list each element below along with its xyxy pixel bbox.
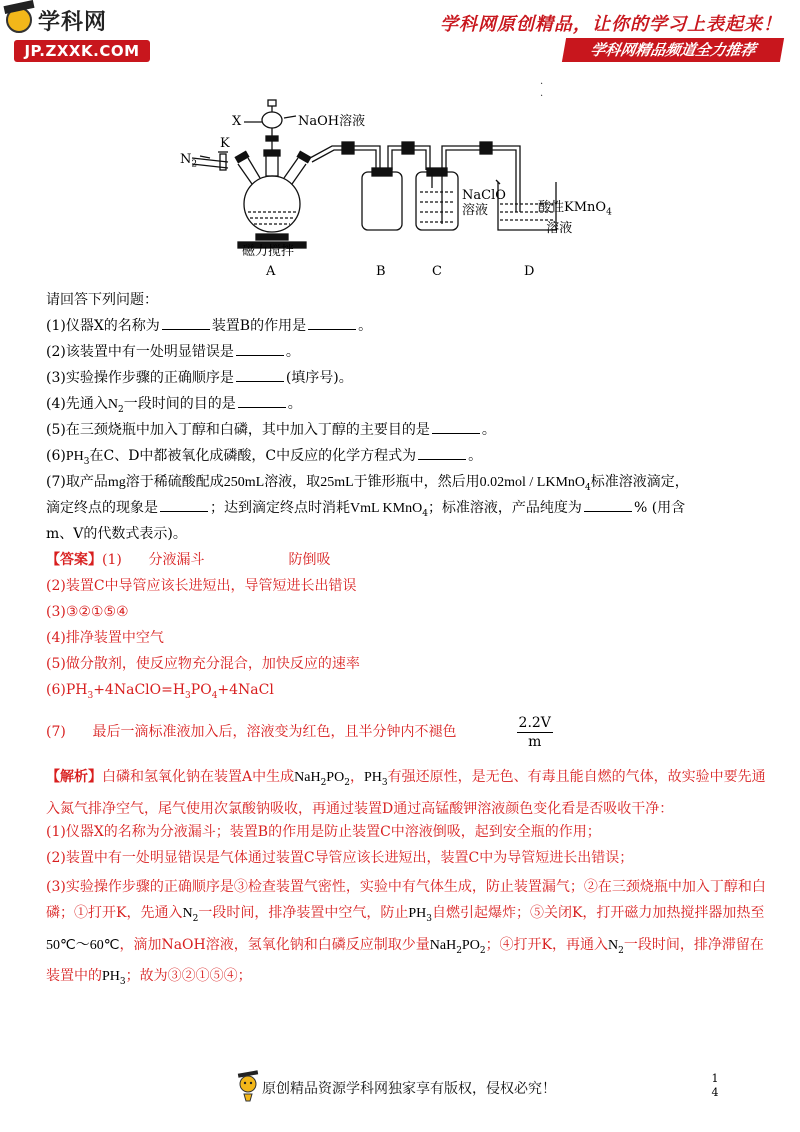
header-banner: 学科网精品频道全力推荐 <box>562 38 784 62</box>
answer-blank[interactable] <box>432 420 480 434</box>
label-n2: $N_2$ <box>180 152 198 170</box>
decorative-dots: . . <box>540 76 544 99</box>
answer-blank[interactable] <box>584 498 632 512</box>
label-c: C <box>432 264 442 279</box>
analysis-tag: 【解析】 <box>46 769 102 785</box>
mascot-icon <box>6 7 32 33</box>
analysis-line-1: (1)仪器X的名称为分液漏斗；装置B的作用是防止装置C中溶液倒吸，起到安全瓶的作用； <box>46 823 601 840</box>
answer-tag: 【答案】 <box>46 552 102 568</box>
logo-name: 学科网 <box>38 9 108 35</box>
question-4: (4)先通入$N_2$一段时间的目的是 。 <box>46 396 302 415</box>
analysis-paragraph: 【解析】白磷和氢氧化钠在装置A中生成$NaH_2PO_2$，$PH_3$有强还原性，是无色、有毒且能自燃的气体，故实验中要先通入氮气排净空气，尾气使用次氯酸钠吸收，再通过装置D通过高锰酸钾溶液颜色变化看是否吸收干净： <box>46 769 766 817</box>
answer-7: (7) 最后一滴标准液加入后，溶液变为红色，且半分钟内不褪色 $\frac{2.2V}{m}$ <box>46 714 551 750</box>
answer-blank[interactable] <box>238 394 286 408</box>
mascot-icon <box>236 1070 260 1102</box>
label-naoh: NaOH溶液 <box>298 114 366 129</box>
question-2: (2)该装置中有一处明显错误是 。 <box>46 344 300 360</box>
label-naclo: NaClO 溶液 <box>462 188 506 218</box>
question-7-line-1: (7)取产品mg溶于稀硫酸配成250mL溶液，取25mL于锥形瓶中，然后用0.02mol / LKMnO$_4$标准溶液滴定， <box>46 474 689 493</box>
answer-blank[interactable] <box>236 368 284 382</box>
header-slogan: 学科网原创精品，让你的学习上表起来！ <box>440 14 782 35</box>
question-6: $(6)PH_3$在C、D中都被氧化成磷酸，C中反应的化学方程式为 。 <box>46 448 483 467</box>
label-a: A <box>266 264 276 279</box>
main-content <box>46 290 766 995</box>
analysis-line-2: (2)装置中有一处明显错误是气体通过装置C导管应该长进短出，装置C中为导管短进长出错误； <box>46 849 634 866</box>
label-d: D <box>524 264 535 279</box>
site-url-badge[interactable]: JP.ZXXK.COM <box>14 40 150 62</box>
purity-fraction: $\frac{2.2V}{m}$ <box>518 714 551 750</box>
question-5: (5)在三颈烧瓶中加入丁醇和白磷，其中加入丁醇的主要目的是 。 <box>46 422 496 438</box>
question-7-line-3: m、V的代数式表示)。 <box>46 526 187 542</box>
answer-blank[interactable] <box>162 316 210 330</box>
page-footer <box>0 1070 800 1120</box>
answer-5: (5)做分散剂，使反应物充分混合，加快反应的速率 <box>46 656 360 672</box>
question-7-line-2: 滴定终点的现象是 ；达到滴定终点时消耗VmL KMnO$_4$；标准溶液，产品纯度为 % (用含 <box>46 500 686 519</box>
answer-blank[interactable] <box>308 316 356 330</box>
site-logo[interactable] <box>6 6 146 34</box>
questions-intro: 请回答下列问题： <box>46 292 158 308</box>
answer-6: $(6)PH_3+4NaClO=H_3PO_4+4NaCl$ <box>46 682 274 701</box>
label-stirrer: 磁力搅拌 <box>242 244 295 259</box>
answer-1: 【答案】(1) 分液漏斗 防倒吸 <box>46 552 331 568</box>
label-b: B <box>376 264 386 279</box>
question-1: (1)仪器X的名称为 装置B的作用是 。 <box>46 318 373 334</box>
label-x: X <box>232 114 242 129</box>
answer-blank[interactable] <box>160 498 208 512</box>
answer-4: (4)排净装置中空气 <box>46 630 164 646</box>
answer-2: (2)装置C中导管应该长进短出，导管短进长出错误 <box>46 578 357 594</box>
analysis-line-3: (3)实验操作步骤的正确顺序是③检查装置气密性，实验中有气体生成，防止装置漏气；②在三颈烧瓶中加入丁醇和白磷；①打开K，先通入$N_2$一段时间，排净装置中空气，防止$PH_3$自燃引起爆炸；⑤关闭K，打开磁力加热搅拌器加热至50℃～60℃，滴加NaOH溶液，氢氧化钠和白磷反应制取少量$NaH_2PO_2$；④打开K，再通入$N_2$一段时间，排净滞留在装置中的$PH_3$；故为③②①⑤④； <box>46 878 766 988</box>
copyright-notice: 原创精品资源学科网独家享有版权，侵权必究！ <box>262 1081 556 1097</box>
answer-3: (3)③②①⑤④ <box>46 604 129 620</box>
answer-blank[interactable] <box>418 446 466 460</box>
question-3: (3)实验操作步骤的正确顺序是 (填序号)。 <box>46 370 353 386</box>
page-number: 1 4 <box>711 1072 719 1099</box>
page-header <box>0 0 800 70</box>
apparatus-figure <box>180 92 612 284</box>
label-k: K <box>220 136 230 151</box>
label-kmno4: 酸性KMnO$_4$ 溶液 <box>538 200 612 236</box>
answer-blank[interactable] <box>236 342 284 356</box>
